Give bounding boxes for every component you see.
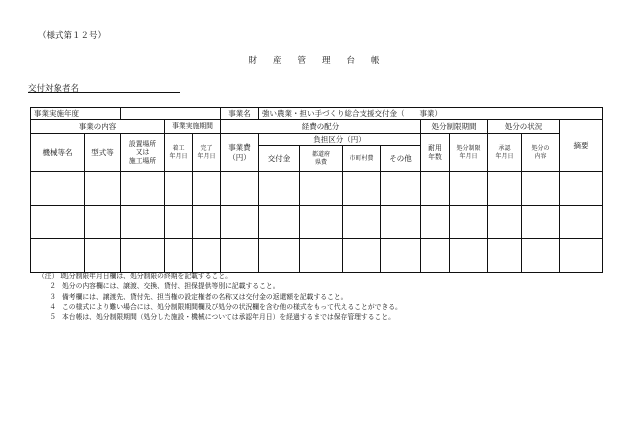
project-cost-header-line: 事業費 xyxy=(228,143,251,153)
table-cell[interactable] xyxy=(193,172,221,206)
asset-ledger-table xyxy=(30,107,603,273)
note-number: ５ xyxy=(49,313,56,322)
remarks-header: 摘要 xyxy=(560,120,603,172)
project-name-label: 事業名 xyxy=(221,108,259,120)
approval-date-header xyxy=(488,134,522,172)
note-text: 本台帳は、処分制限期間（処分した施設・機械については承認年月日）を経過するまでは保存管理すること。 xyxy=(62,313,395,322)
municipal-header: 市町村費 xyxy=(343,146,381,172)
table-cell[interactable] xyxy=(560,239,603,273)
fiscal-year-label: 事業実施年度 xyxy=(31,108,121,120)
table-cell[interactable] xyxy=(31,172,85,206)
table-row xyxy=(31,172,603,206)
project-name-value: 強い農業・担い手づくり総合支援交付金（ 事業） xyxy=(259,108,603,120)
title-char: 理 xyxy=(322,56,333,66)
location-header-line: 設置場所 xyxy=(128,139,157,148)
group-project-period: 事業実施期間 xyxy=(165,120,221,134)
table-cell[interactable] xyxy=(121,172,165,206)
table-cell[interactable] xyxy=(381,172,421,206)
model-header: 型式等 xyxy=(85,134,121,172)
note-text: 処分の内容欄には、譲渡、交換、貸付、担保提供等別に記載すること。 xyxy=(62,282,280,291)
table-cell[interactable] xyxy=(522,239,560,273)
table-cell[interactable] xyxy=(31,239,85,273)
table-cell[interactable] xyxy=(450,206,488,239)
note-number: （注）１ xyxy=(38,272,66,280)
table-cell[interactable] xyxy=(121,239,165,273)
start-date-header xyxy=(165,134,193,172)
table-cell[interactable] xyxy=(193,239,221,273)
table-cell[interactable] xyxy=(488,206,522,239)
disposal-content-header-line: 処分の xyxy=(531,145,550,152)
table-cell[interactable] xyxy=(300,206,343,239)
title-char: 台 xyxy=(346,56,358,66)
start-date-header-line: 年月日 xyxy=(169,152,188,160)
disposal-content-header-line: 内容 xyxy=(534,152,547,160)
note-item xyxy=(38,302,402,312)
location-header-line: 又は xyxy=(135,148,150,157)
table-cell[interactable] xyxy=(165,239,193,273)
table-cell[interactable] xyxy=(85,206,121,239)
note-item xyxy=(38,312,402,322)
header-row-3 xyxy=(31,134,603,146)
useful-life-header-line: 年数 xyxy=(428,152,442,161)
recipient-underline xyxy=(28,92,180,93)
project-cost-header-line: （円） xyxy=(228,152,251,162)
table-cell[interactable] xyxy=(488,172,522,206)
table-cell[interactable] xyxy=(450,172,488,206)
limit-date-header-line: 年月日 xyxy=(459,152,478,160)
group-disposal-limit: 処分制限期間 xyxy=(421,120,488,134)
table-cell[interactable] xyxy=(560,206,603,239)
table-cell[interactable] xyxy=(165,206,193,239)
table-cell[interactable] xyxy=(450,239,488,273)
table-cell[interactable] xyxy=(343,172,381,206)
prefecture-header-line: 県費 xyxy=(315,158,328,166)
other-header: その他 xyxy=(381,146,421,172)
title-char: 産 xyxy=(272,56,284,66)
note-item xyxy=(38,292,402,302)
note-text: この様式により難い場合には、処分制限期間欄及び処分の状況欄を含む他の様式をもって代えることができる。 xyxy=(62,302,402,311)
table-cell[interactable] xyxy=(193,206,221,239)
burden-category-header: 負担区分（円） xyxy=(259,134,421,146)
limit-date-header-line: 処分制限 xyxy=(456,145,481,152)
table-cell[interactable] xyxy=(85,239,121,273)
useful-life-header-line: 耐用 xyxy=(428,144,442,153)
completion-date-header-line: 完了 xyxy=(200,145,213,152)
approval-date-header-line: 年月日 xyxy=(495,152,514,160)
table-cell[interactable] xyxy=(421,172,450,206)
machine-name-header: 機械等名 xyxy=(31,134,85,172)
prefecture-header-line: 都道府 xyxy=(312,151,331,158)
note-item xyxy=(38,271,402,281)
note-item xyxy=(38,281,402,291)
limit-date-header xyxy=(450,134,488,172)
note-text: 備考欄には、譲渡先、貸付先、担当権の設定権者の名称又は交付金の返還額を記載すること。 xyxy=(62,292,348,301)
location-header-line: 施工場所 xyxy=(128,156,157,165)
header-row-1 xyxy=(31,108,603,120)
table-cell[interactable] xyxy=(343,239,381,273)
note-number: ３ xyxy=(49,292,56,301)
table-row xyxy=(31,239,603,273)
note-number: ４ xyxy=(49,302,56,311)
location-header xyxy=(121,134,165,172)
group-disposal-status: 処分の状況 xyxy=(488,120,560,134)
title-char: 管 xyxy=(297,56,308,66)
table-cell[interactable] xyxy=(221,206,259,239)
prefecture-header xyxy=(300,146,343,172)
table-cell[interactable] xyxy=(31,206,85,239)
header-row-2 xyxy=(31,120,603,134)
table-cell[interactable] xyxy=(421,206,450,239)
table-cell[interactable] xyxy=(300,172,343,206)
table-cell[interactable] xyxy=(381,206,421,239)
form-number: （様式第１２号） xyxy=(38,31,107,41)
useful-life-header xyxy=(421,134,450,172)
note-text: 処分制限年月日欄は、処分制限の終期を記載すること。 xyxy=(62,272,232,280)
table-cell[interactable] xyxy=(522,172,560,206)
table-cell[interactable] xyxy=(85,172,121,206)
table-cell[interactable] xyxy=(121,206,165,239)
document-title xyxy=(200,54,430,66)
project-cost-header xyxy=(221,134,259,172)
start-date-header-line: 着工 xyxy=(172,145,185,152)
disposal-content-header xyxy=(522,134,560,172)
completion-date-header-line: 年月日 xyxy=(197,152,216,160)
fiscal-year-value[interactable] xyxy=(121,108,221,120)
table-cell[interactable] xyxy=(522,206,560,239)
recipient-label: 交付対象者名 xyxy=(28,84,80,94)
table-cell[interactable] xyxy=(259,206,300,239)
title-char: 帳 xyxy=(371,56,382,66)
table-cell[interactable] xyxy=(421,239,450,273)
table-cell[interactable] xyxy=(165,172,193,206)
grant-header: 交付金 xyxy=(259,146,300,172)
approval-date-header-line: 承認 xyxy=(498,145,511,152)
table-row xyxy=(31,206,603,239)
note-number: ２ xyxy=(49,282,56,291)
table-cell[interactable] xyxy=(343,206,381,239)
table-cell[interactable] xyxy=(488,239,522,273)
notes-section xyxy=(38,271,402,322)
completion-date-header xyxy=(193,134,221,172)
title-char: 財 xyxy=(248,56,259,66)
table-cell[interactable] xyxy=(560,172,603,206)
table-cell[interactable] xyxy=(381,239,421,273)
group-cost-allocation: 経費の配分 xyxy=(221,120,421,134)
table-cell[interactable] xyxy=(259,172,300,206)
table-cell[interactable] xyxy=(221,239,259,273)
group-project-content: 事業の内容 xyxy=(31,120,165,134)
table-cell[interactable] xyxy=(300,239,343,273)
table-cell[interactable] xyxy=(221,172,259,206)
table-cell[interactable] xyxy=(259,239,300,273)
